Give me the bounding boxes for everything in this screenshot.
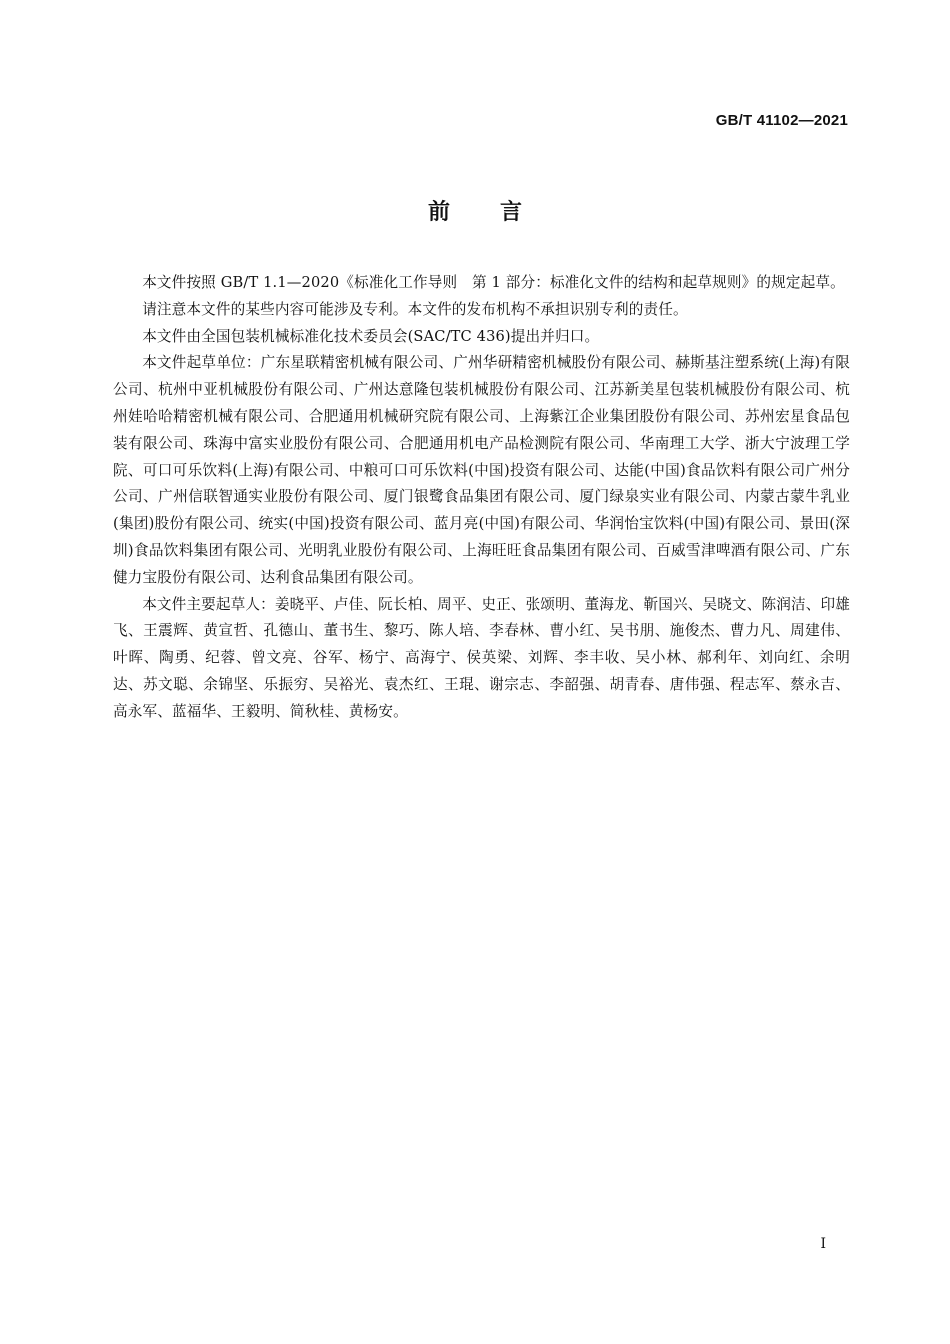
standard-number: GB/T 41102—2021: [715, 112, 848, 129]
page-number: I: [820, 1236, 826, 1252]
page-title: [0, 195, 950, 226]
page-title-char-1: 前: [427, 200, 450, 225]
page-title-char-2: 言: [500, 200, 523, 225]
paragraph-drafting-rules: 本文件按照 GB/T 1.1—2020《标准化工作导则 第 1 部分：标准化文件的结构和起草规则》的规定起草。: [142, 274, 845, 291]
paragraph-proposer: 本文件由全国包装机械标准化技术委员会(SAC/TC 436)提出并归口。: [142, 327, 600, 345]
paragraph-drafters: 本文件主要起草人：姜晓平、卢佳、阮长柏、周平、史正、张颂明、董海龙、靳国兴、吴晓文、陈润洁、印雄飞、王震辉、黄宣哲、孔德山、董书生、黎巧、陈人培、李春林、曹小红、吴书朋、施俊杰、曹力凡、周建伟、叶晖、陶勇、纪蓉、曾文亮、谷军、杨宁、高海宁、侯英梁、刘辉、李丰收、吴小林、郝利年、刘向红、余明达、苏文聪、余锦坚、乐振穷、吴裕光、袁杰红、王琨、谢宗志、李韶强、胡青春、唐伟强、程志军、蔡永吉、高永军、蓝福华、王毅明、简秋桂、黄杨安。: [113, 595, 850, 720]
paragraph-patent-notice: 请注意本文件的某些内容可能涉及专利。本文件的发布机构不承担识别专利的责任。: [142, 300, 688, 318]
paragraph-drafting-units: 本文件起草单位：广东星联精密机械有限公司、广州华研精密机械股份有限公司、赫斯基注塑系统(上海)有限公司、杭州中亚机械股份有限公司、广州达意隆包装机械股份有限公司、江苏新美星包装机械股份有限公司、杭州娃哈哈精密机械有限公司、合肥通用机械研究院有限公司、上海紫江企业集团股份有限公司、苏州宏星食品包装有限公司、珠海中富实业股份有限公司、合肥通用机电产品检测院有限公司、华南理工大学、浙大宁波理工学院、可口可乐饮料(上海)有限公司、中粮可口可乐饮料(中国)投资有限公司、达能(中国)食品饮料有限公司广州分公司、广州信联智通实业股份有限公司、厦门银鹭食品集团有限公司、厦门绿泉实业有限公司、内蒙古蒙牛乳业(集团)股份有限公司、统实(中国)投资有限公司、蓝月亮(中国)有限公司、华润怡宝饮料(中国)有限公司、景田(深圳)食品饮料集团有限公司、光明乳业股份有限公司、上海旺旺食品集团有限公司、百威雪津啤酒有限公司、广东健力宝股份有限公司、达利食品集团有限公司。: [113, 354, 850, 586]
foreword-body: [113, 270, 850, 726]
